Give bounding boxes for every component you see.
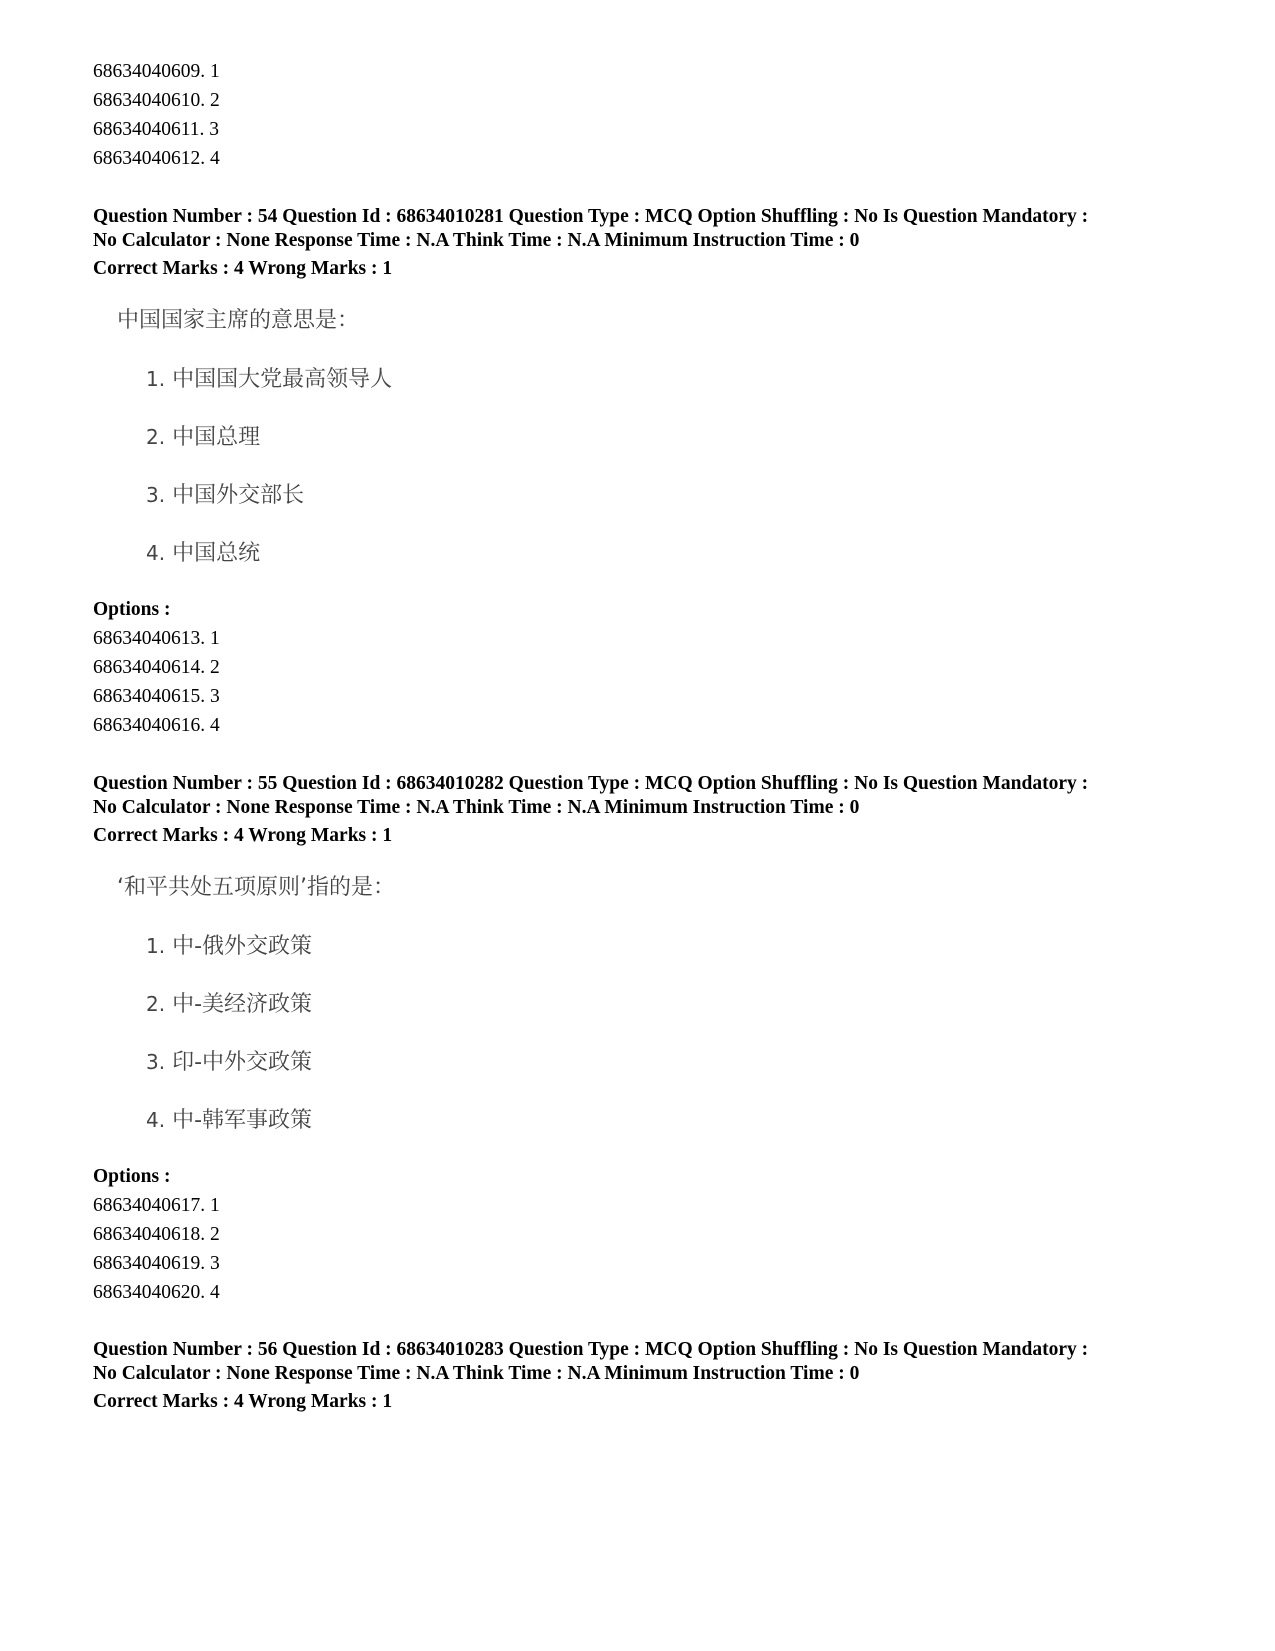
choice-text: 中-美经济政策 [172, 992, 313, 1017]
choice-text: 中国总统 [172, 541, 261, 566]
choice-number: 3. [146, 483, 166, 507]
option-id-line: 68634040612. 4 [93, 148, 220, 169]
question-54-meta [93, 205, 1088, 253]
question-55-marks: Correct Marks : 4 Wrong Marks : 1 [93, 825, 393, 846]
question-56-meta [93, 1338, 1088, 1386]
question-54-marks: Correct Marks : 4 Wrong Marks : 1 [93, 258, 393, 279]
choice-text: 中国总理 [172, 425, 261, 450]
answer-choice [146, 423, 260, 452]
choice-number: 4. [146, 1108, 166, 1132]
question-meta-line: Question Number : 55 Question Id : 68634010282 Question Type : MCQ Option Shuffling : No Is Question Mandatory : [93, 773, 1089, 794]
choice-number: 3. [146, 1050, 166, 1074]
question-meta-line: No Calculator : None Response Time : N.A Think Time : N.A Minimum Instruction Time : 0 [93, 797, 860, 818]
choice-text: 中-韩军事政策 [172, 1108, 313, 1133]
question-56-marks: Correct Marks : 4 Wrong Marks : 1 [93, 1391, 393, 1412]
question-stem: 中国国家主席的意思是： [117, 308, 360, 333]
option-id-line: 68634040615. 3 [93, 686, 220, 707]
question-meta-line: Question Number : 56 Question Id : 68634010283 Question Type : MCQ Option Shuffling : No Is Question Mandatory : [93, 1339, 1089, 1360]
question-55-meta [93, 772, 1088, 820]
question-54-image [93, 307, 493, 567]
choice-number: 4. [146, 541, 166, 565]
option-id-line: 68634040609. 1 [93, 61, 220, 82]
question-55-image [93, 874, 493, 1134]
choice-number: 2. [146, 992, 166, 1016]
option-id-line: 68634040611. 3 [93, 119, 220, 140]
option-id-line: 68634040616. 4 [93, 715, 220, 736]
question-meta-line: No Calculator : None Response Time : N.A Think Time : N.A Minimum Instruction Time : 0 [93, 1363, 860, 1384]
option-id-line: 68634040614. 2 [93, 657, 220, 678]
options-label: Options : [93, 1166, 171, 1187]
option-id-line: 68634040613. 1 [93, 628, 220, 649]
option-id-line: 68634040620. 4 [93, 1282, 220, 1303]
choice-text: 中-俄外交政策 [172, 934, 313, 959]
answer-choice [146, 365, 392, 394]
choice-text: 印-中外交政策 [172, 1050, 313, 1075]
option-id-line: 68634040617. 1 [93, 1195, 220, 1216]
choice-text: 中国外交部长 [172, 483, 305, 508]
question-stem: ‘和平共处五项原则’指的是： [117, 875, 395, 900]
options-label: Options : [93, 599, 171, 620]
answer-choice [146, 1048, 312, 1077]
answer-choice [146, 932, 312, 961]
choice-number: 2. [146, 425, 166, 449]
option-id-line: 68634040619. 3 [93, 1253, 220, 1274]
question-meta-line: Question Number : 54 Question Id : 68634010281 Question Type : MCQ Option Shuffling : No Is Question Mandatory : [93, 206, 1089, 227]
answer-choice [146, 481, 304, 510]
choice-number: 1. [146, 367, 166, 391]
answer-choice [146, 990, 312, 1019]
option-id-line: 68634040610. 2 [93, 90, 220, 111]
answer-choice [146, 539, 260, 568]
choice-number: 1. [146, 934, 166, 958]
answer-choice [146, 1106, 312, 1135]
option-id-line: 68634040618. 2 [93, 1224, 220, 1245]
choice-text: 中国国大党最高领导人 [172, 367, 393, 392]
question-meta-line: No Calculator : None Response Time : N.A Think Time : N.A Minimum Instruction Time : 0 [93, 230, 860, 251]
